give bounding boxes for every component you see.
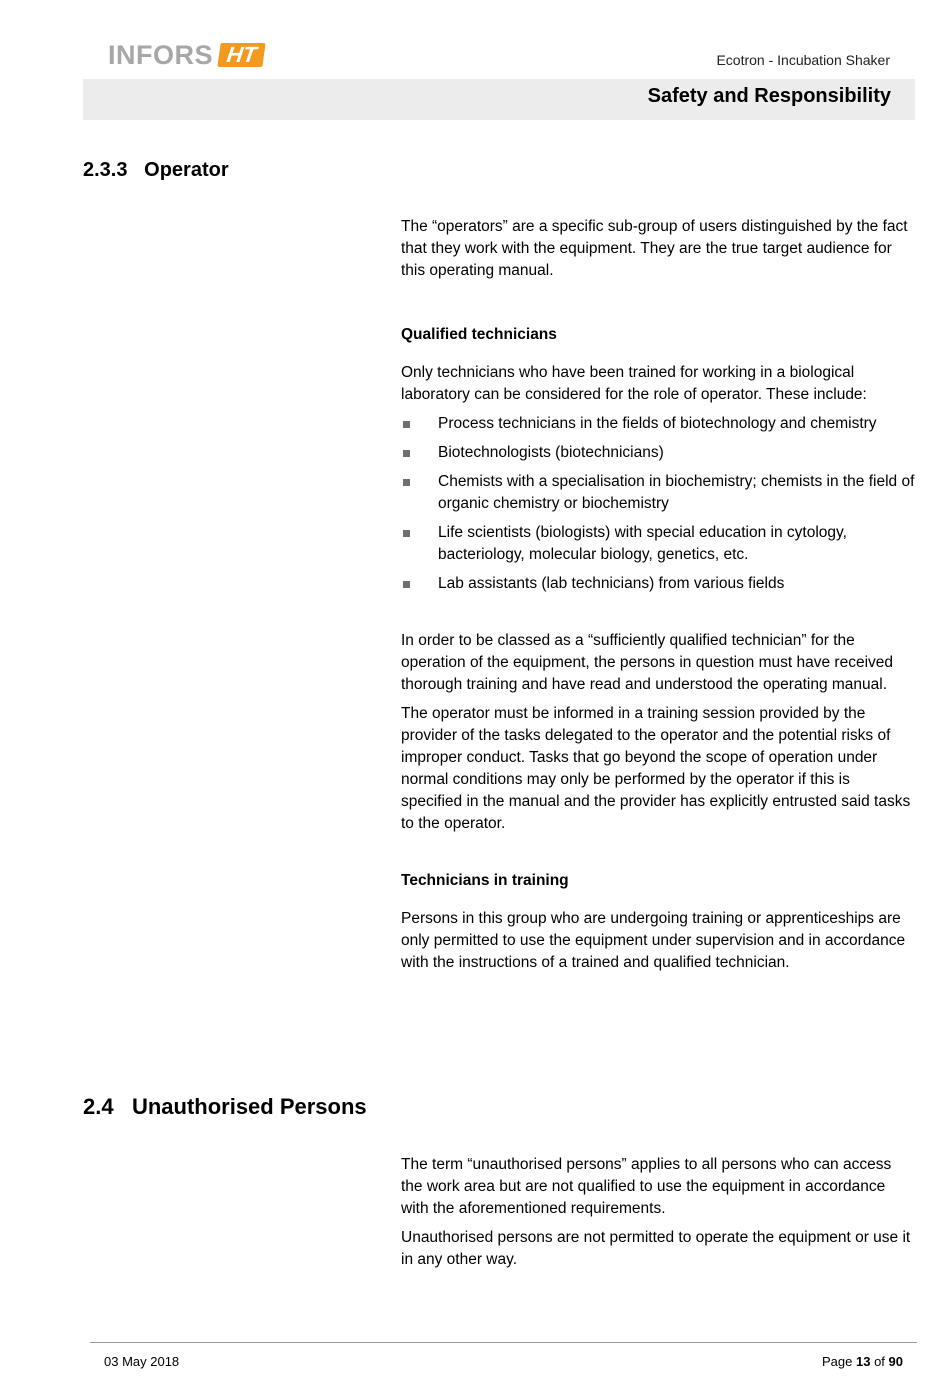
logo-wordmark: INFORS [108, 39, 214, 70]
square-bullet-icon [403, 581, 410, 588]
operator-intro: The “operators” are a specific sub-group of users distinguished by the fact that they work with the equipment. They are the true target audience for this operating manual. [401, 218, 908, 279]
page-number: Page 13 of 90 [821, 1354, 903, 1369]
list-item: Chemists with a specialisation in biochemistry; chemists in the field of organic chemistry or biochemistry [401, 471, 915, 515]
qualified-list [401, 413, 915, 595]
infors-ht-logo [108, 40, 264, 70]
list-item: Life scientists (biologists) with special education in cytology, bacteriology, molecular biology, genetics, etc. [401, 522, 915, 566]
heading-unauthorised [83, 1094, 367, 1120]
training-text: Persons in this group who are undergoing training or apprenticeships are only permitted to use the equipment under supervision and in accordance with the instructions of a trained and qualified technician. [401, 910, 906, 971]
square-bullet-icon [403, 421, 410, 428]
square-bullet-icon [403, 479, 410, 486]
heading-title: Unauthorised Persons [131, 1094, 367, 1119]
footer-date: 03 May 2018 [104, 1354, 180, 1369]
heading-number: 2.3.3 [83, 159, 128, 181]
square-bullet-icon [403, 450, 410, 457]
qualified-para-2: The operator must be informed in a training session provided by the provider of the tasks delegated to the operator and the potential risks of improper conduct. Tasks that go beyond the scope of operation under normal conditions may only be performed by the operator if this is specified in the manual and the provider has explicitly entrusted said tasks to the operator. [401, 705, 911, 832]
section-title: Safety and Responsibility [647, 85, 891, 107]
document-title: Ecotron - Incubation Shaker [716, 52, 890, 68]
operator-body [401, 216, 915, 981]
section-header-band [83, 79, 915, 120]
qualified-heading: Qualified technicians [401, 326, 557, 343]
total-pages: 90 [888, 1354, 903, 1369]
heading-operator [83, 159, 229, 182]
unauthorised-para-2: Unauthorised persons are not permitted to operate the equipment or use it in any other way. [401, 1229, 911, 1268]
qualified-intro: Only technicians who have been trained for working in a biological laboratory can be considered for the role of operator. These include: [401, 364, 867, 403]
unauthorised-body [401, 1154, 915, 1278]
unauthorised-para-1: The term “unauthorised persons” applies to all persons who can access the work area but are not qualified to use the equipment in accordance with the aforementioned requirements. [401, 1156, 892, 1217]
qualified-para-1: In order to be classed as a “sufficiently qualified technician” for the operation of the equipment, the persons in question must have received thorough training and have read and understood the operating manual. [401, 632, 894, 693]
training-heading: Technicians in training [401, 872, 569, 889]
list-item: Process technicians in the fields of biotechnology and chemistry [401, 413, 915, 435]
heading-number: 2.4 [83, 1094, 114, 1119]
logo-ht-badge: HT [217, 43, 266, 67]
footer-divider [90, 1342, 917, 1343]
heading-title: Operator [144, 159, 229, 181]
square-bullet-icon [403, 530, 410, 537]
current-page: 13 [855, 1354, 871, 1369]
list-item: Lab assistants (lab technicians) from various fields [401, 573, 915, 595]
list-item: Biotechnologists (biotechnicians) [401, 442, 915, 464]
